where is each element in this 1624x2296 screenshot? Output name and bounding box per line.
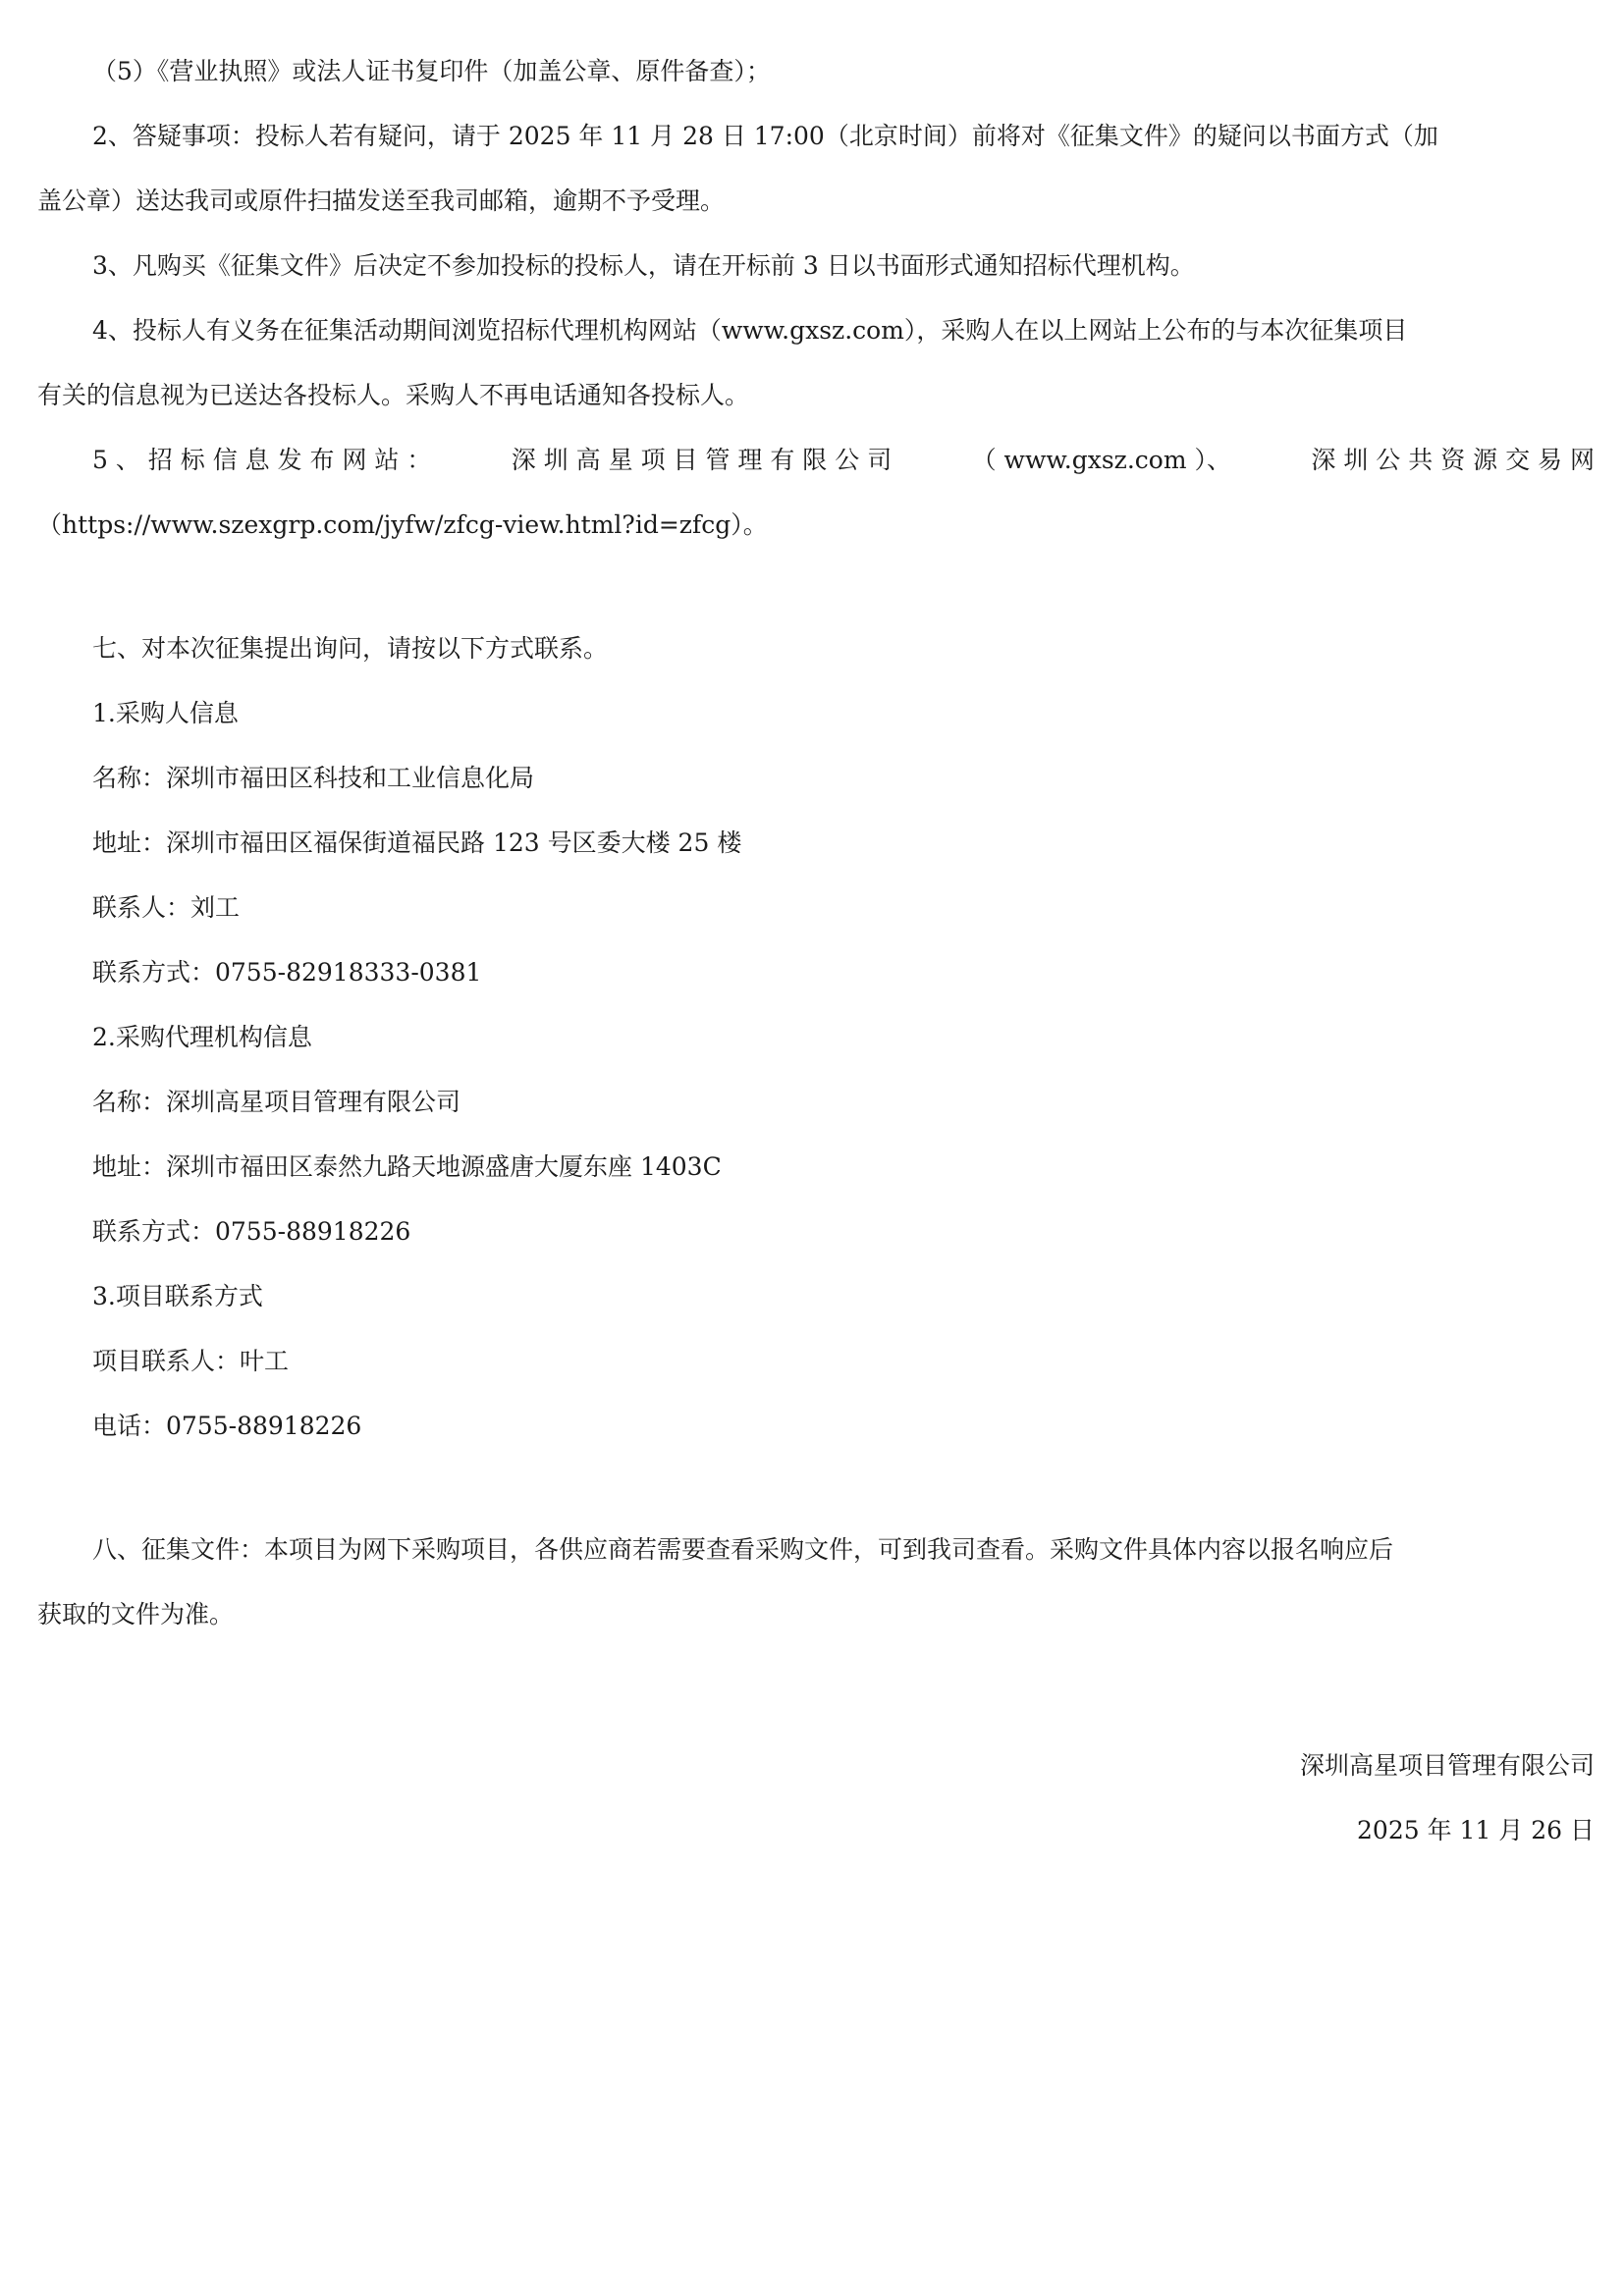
publish-site-gxsz: 深 圳 高 星 项 目 管 理 有 限 公 司 [511, 446, 893, 474]
signature-block [809, 1734, 1595, 1863]
publish-sites-line1 [37, 428, 1595, 493]
document-page [37, 39, 1595, 1647]
section7-heading: 七、对本次征集提出询问，请按以下方式联系。 [92, 634, 609, 663]
project-phone: 电话：0755-88918226 [92, 1412, 362, 1440]
agency-phone: 联系方式：0755-88918226 [92, 1217, 411, 1246]
section8-line2: 获取的文件为准。 [37, 1600, 235, 1629]
publish-site-szexgrp: 深 圳 公 共 资 源 交 易 网 [1311, 446, 1595, 474]
project-contact: 项目联系人：叶工 [92, 1347, 290, 1375]
signature-company: 深圳高星项目管理有限公司 [1299, 1751, 1595, 1780]
qa-item-line2: 盖公章）送达我司或原件扫描发送至我司邮箱，逾期不予受理。 [37, 187, 726, 215]
purchaser-name: 名称：深圳市福田区科技和工业信息化局 [92, 764, 535, 792]
publish-sites-line2: （https://www.szexgrp.com/jyfw/zfcg-view.html?id=zfcg）。 [37, 510, 768, 539]
purchaser-title: 1.采购人信息 [92, 699, 239, 727]
publish-sites-prefix: 5 、 招 标 信 息 发 布 网 站 ： [92, 446, 432, 474]
purchaser-contact: 联系人：刘工 [92, 893, 241, 922]
agency-name: 名称：深圳高星项目管理有限公司 [92, 1088, 461, 1116]
publish-url-gxsz: （ www.gxsz.com ）、 [971, 446, 1231, 474]
signature-date: 2025 年 11 月 26 日 [1357, 1816, 1595, 1844]
agency-address: 地址：深圳市福田区泰然九路天地源盛唐大厦东座 1403C [92, 1152, 722, 1181]
purchaser-address: 地址：深圳市福田区福保街道福民路 123 号区委大楼 25 楼 [92, 828, 742, 857]
qa-item-line1: 2、答疑事项：投标人若有疑问，请于 2025 年 11 月 28 日 17:00（北京时间）前将对《征集文件》的疑问以书面方式（加 [92, 122, 1438, 150]
agency-title: 2.采购代理机构信息 [92, 1023, 312, 1051]
withdraw-notice-item: 3、凡购买《征集文件》后决定不参加投标的投标人，请在开标前 3 日以书面形式通知招标代理机构。 [92, 251, 1195, 280]
license-item: （5）《营业执照》或法人证书复印件（加盖公章、原件备查）； [92, 57, 771, 85]
project-title: 3.项目联系方式 [92, 1282, 263, 1310]
section8-line1: 八、征集文件：本项目为网下采购项目，各供应商若需要查看采购文件，可到我司查看。采购文件具体内容以报名响应后 [92, 1535, 1394, 1564]
website-duty-line1: 4、投标人有义务在征集活动期间浏览招标代理机构网站（www.gxsz.com），采购人在以上网站上公布的与本次征集项目 [92, 316, 1408, 345]
purchaser-phone: 联系方式：0755-82918333-0381 [92, 958, 482, 987]
website-duty-line2: 有关的信息视为已送达各投标人。采购人不再电话通知各投标人。 [37, 381, 750, 409]
